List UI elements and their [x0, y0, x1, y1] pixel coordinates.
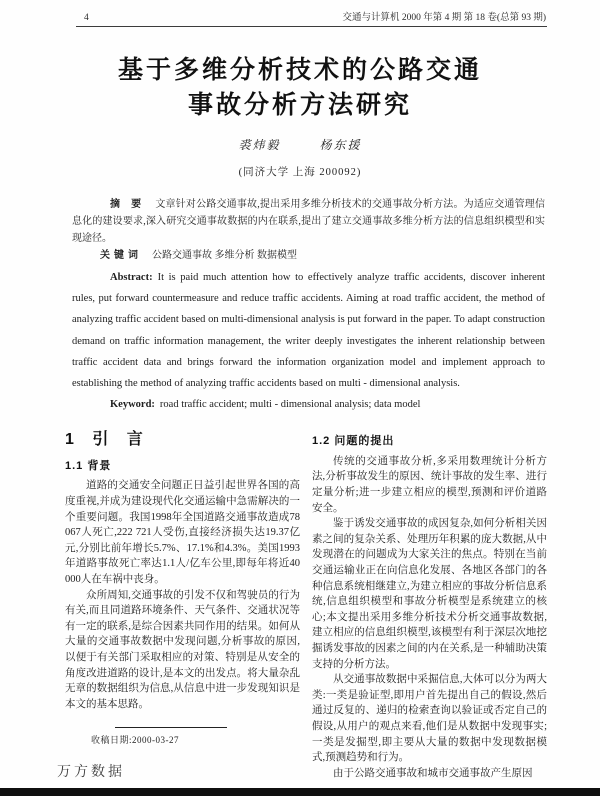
paper-title	[0, 53, 600, 123]
author-2: 杨东援	[319, 138, 362, 152]
journal-info: 交通与计算机 2000 年第 4 期 第 18 卷(总第 93 期)	[342, 13, 546, 23]
paper-title-line2: 事故分析方法研究	[187, 91, 412, 119]
section-1-1-paragraph-1: 道路的交通安全问题正日益引起世界各国的高度重视,并成为建设现代化交通运输中急需解决的一个重要问题。我国1998年全国道路交通事故造成78 067人死亡,222 721人受伤,直接经济损失达19.37亿元,分别比前年增长5.7%、17.1%和4.3%。美国1993年道路事故死亡率达1.1人/亿车公里,即每年将近40 000人在车祸中丧身。	[65, 480, 300, 585]
keywords-en-text: road traffic accident; multi - dimensional analysis; data model	[159, 399, 421, 411]
section-1-2-paragraph-4: 由于公路交通事故和城市交通事故产生原因	[333, 767, 533, 779]
paper-title-line1: 基于多维分析技术的公路交通	[117, 56, 482, 84]
section-1-heading: 1 引 言	[65, 431, 150, 449]
received-date-footnote: 收稿日期:2000-03-27	[91, 735, 179, 746]
authors-line	[0, 136, 600, 153]
abstract-cn-text: 文章针对公路交通事故,提出采用多维分析技术的交通事故分析方法。为适应交通管理信息化的建设要求,深入研究交通事故数据的内在联系,提出了建立交通事故多维分析方法的信息组织模型和实现途径。	[72, 199, 545, 244]
section-1-2-paragraph-1: 传统的交通事故分析,多采用数理统计分析方法,分析事故发生的原因、统计事故的发生率、进行定量分析;进一步建立相应的模型,预测和评价道路安全。	[312, 455, 547, 514]
section-1-2-heading: 1.2 问题的提出	[312, 435, 395, 448]
keywords-english	[72, 394, 545, 415]
scan-edge-bar	[0, 788, 600, 796]
section-1-1-heading: 1.1 背景	[65, 459, 112, 472]
keywords-en-label: Keyword:	[110, 399, 155, 411]
section-1-1-paragraph-2: 众所周知,交通事故的引发不仅和驾驶员的行为有关,而且同道路环境条件、天气条件、交通状况等有一定的联系,是综合因素共同作用的结果。如何从大量的交通事故数据中发现问题,分析事故的原因,以便于有关部门采取相应的对策、特别是从安全的角度改进道路的设计,是本文的出发点。将大量杂乱无章的数据组织为信息,从信息中进一步发现知识是本文的基本思路。	[65, 589, 300, 710]
right-column	[312, 429, 547, 781]
page-header	[0, 0, 600, 23]
section-1-2-paragraph-3: 从交通事故数据中采掘信息,大体可以分为两大类:一类是验证型,即用户首先提出自己的假设,然后通过反复的、递归的检索查询以验证或否定自己的假设,从用户的观点来看,他们是从数据中发现事实;一类是发掘型,即主要从大量的数据中发现数据模式,预测趋势和行为。	[312, 674, 547, 764]
keywords-cn-label: 关键词	[100, 250, 142, 261]
abstract-en-text: It is paid much attention how to effectively analyze traffic accidents, discover inherent rules, put forward countermeasure and reduce traffic accidents. Aiming at road traffic accident, the method of analyzing traffic accident based on multi-dimensional analysis is put forward in the paper. To adapt construction demand on traffic information management, the writer deeply investigates the inherent relationship between traffic accident data and brings forward the information organization model and implement approach to establishing the method of analyzing traffic accidents based on multi - dimensional analysis.	[72, 272, 545, 390]
keywords-chinese	[72, 247, 545, 264]
body-columns	[65, 429, 547, 781]
abstract-en-label: Abstract:	[110, 272, 153, 283]
header-rule	[76, 26, 547, 27]
affiliation: (同济大学 上海 200092)	[238, 167, 362, 178]
abstract-english	[72, 267, 545, 394]
abstract-chinese	[72, 196, 545, 247]
wanfang-data-watermark: 万方数据	[57, 763, 125, 779]
section-1-2-paragraph-2: 鉴于诱发交通事故的成因复杂,如何分析相关因素之间的复杂关系、处理历年积累的庞大数据,从中发现潜在的问题成为大家关注的焦点。特别在当前交通运输业正在向信息化发展、各地区各部门的各种信息系统相继建立,为建立相应的事故分析信息系统,信息组织模型和事故分析模型是系统建立的核心;本文提出采用多维分析技术分析交通事故数据,建立相应的信息组织模型,该模型有利于深层次地挖掘诱发事故的因素之间的内在关系,是一种辅助决策支持的分析方法。	[312, 518, 547, 670]
page-number: 4	[84, 13, 89, 23]
footnote-rule	[115, 727, 227, 728]
abstract-cn-label: 摘 要	[110, 199, 146, 210]
left-column	[65, 429, 300, 781]
keywords-cn-text: 公路交通事故 多维分析 数据模型	[152, 250, 297, 261]
author-1: 裘炜毅	[238, 138, 281, 152]
